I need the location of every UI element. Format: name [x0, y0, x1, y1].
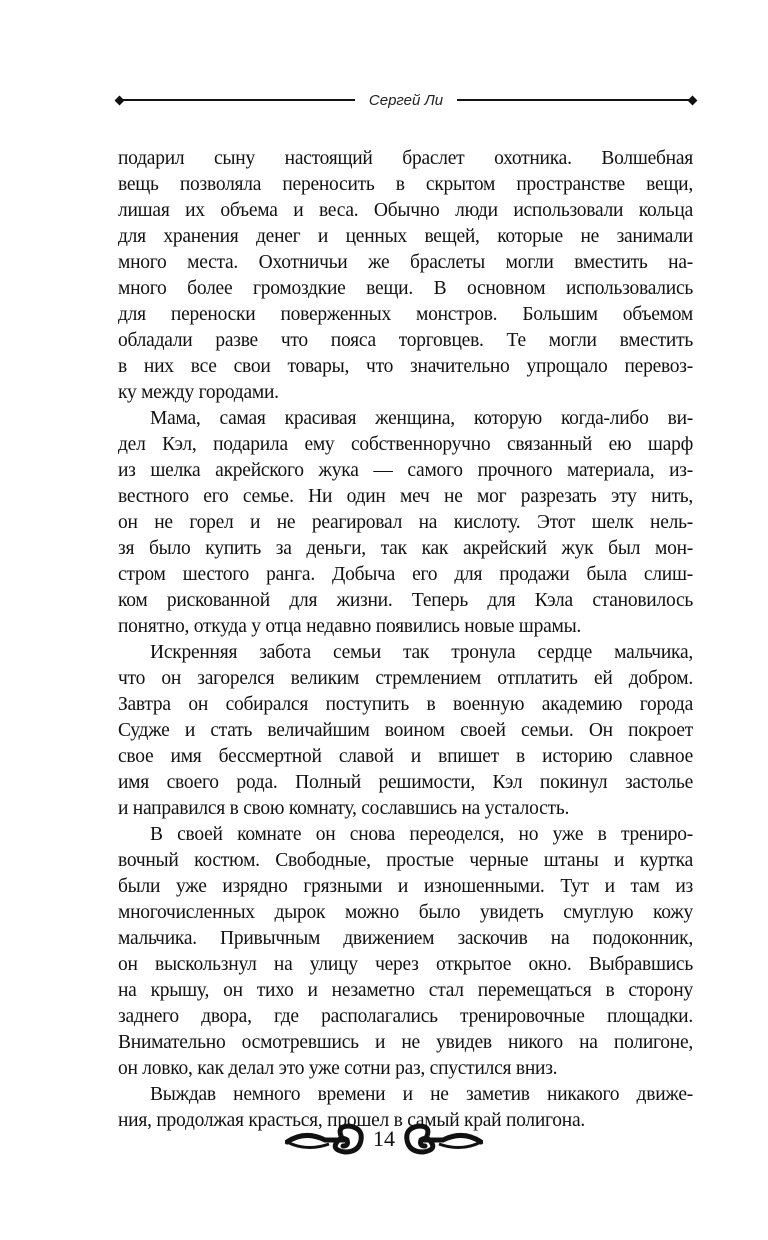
text-line: Искренняя забота семьи так тронула сердце мальчика,: [150, 642, 693, 663]
text-line: стром шестого ранга. Добыча его для продажи была слиш-: [118, 564, 693, 585]
text-line: зя было купить за деньги, так как акрейский жук был мон-: [118, 538, 693, 559]
text-line: для хранения денег и ценных вещей, которые не занимали: [118, 226, 693, 247]
page-footer: [0, 1122, 768, 1156]
text-line: и направился в свою комнату, сославшись на усталость.: [118, 798, 570, 819]
text-line: вочный костюм. Свободные, простые черные штаны и куртка: [118, 850, 693, 871]
text-line: он не горел и не реагировал на кислоту. Этот шелк нель-: [118, 512, 693, 533]
text-line: заднего двора, где располагались тренировочные площадки.: [118, 1006, 693, 1027]
text-line: для переноски поверженных монстров. Большим объемом: [118, 304, 693, 325]
text-line: вестного его семье. Ни один меч не мог разрезать эту нить,: [118, 486, 693, 507]
text-line: много более громоздкие вещи. В основном использовались: [118, 278, 693, 299]
text-line: ком рискованной для жизни. Теперь для Кэла становилось: [118, 590, 693, 611]
text-line: подарил сыну настоящий браслет охотника. Волшебная: [118, 148, 693, 169]
text-line: дел Кэл, подарила ему собственноручно связанный ею шарф: [118, 434, 693, 455]
text-line: он выскользнул на улицу через открытое окно. Выбравшись: [118, 954, 693, 975]
text-line: обладали разве что пояса торговцев. Те могли вместить: [118, 330, 693, 351]
body-text: [118, 146, 693, 1134]
text-line: ния, продолжая красться, прошел в самый край полигона.: [118, 1110, 586, 1131]
text-line: лишая их объема и веса. Обычно люди использовали кольца: [118, 200, 693, 221]
running-title: Сергей Ли: [368, 91, 444, 109]
swirl-ornament-left-icon: [285, 1122, 365, 1156]
text-line: свое имя бессмертной славой и впишет в историю славное: [118, 746, 693, 767]
text-line: он ловко, как делал это уже сотни раз, спустился вниз.: [118, 1058, 558, 1079]
text-line: ку между городами.: [118, 382, 279, 403]
text-line: в них все свои товары, что значительно упрощало перевоз-: [118, 356, 693, 377]
page-number: 14: [373, 1126, 395, 1151]
text-line: много места. Охотничьи же браслеты могли вместить на-: [118, 252, 693, 273]
text-line: из шелка акрейского жука — самого прочного материала, из-: [118, 460, 693, 481]
header-rule-left: [118, 99, 355, 101]
text-line: многочисленных дырок можно было увидеть смуглую кожу: [118, 902, 693, 923]
running-header: [118, 88, 694, 112]
text-line: понятно, откуда у отца недавно появились новые шрамы.: [118, 616, 582, 637]
text-line: В своей комнате он снова переоделся, но уже в трениро-: [150, 824, 693, 845]
header-rule-right: [457, 99, 694, 101]
text-line: что он загорелся великим стремлением отплатить ей добром.: [118, 668, 693, 689]
text-line: Мама, самая красивая женщина, которую когда-либо ви-: [150, 408, 693, 429]
text-line: мальчика. Привычным движением заскочив на подоконник,: [118, 928, 693, 949]
text-line: Внимательно осмотревшись и не увидев никого на полигоне,: [118, 1032, 693, 1053]
text-line: вещь позволяла переносить в скрытом пространстве вещи,: [118, 174, 693, 195]
swirl-ornament-right-icon: [403, 1122, 483, 1156]
text-line: имя своего рода. Полный решимости, Кэл покинул застолье: [118, 772, 693, 793]
text-line: были уже изрядно грязными и изношенными. Тут и там из: [118, 876, 693, 897]
text-line: Выждав немного времени и не заметив никакого движе-: [150, 1084, 693, 1105]
text-line: на крышу, он тихо и незаметно стал перемещаться в сторону: [118, 980, 693, 1001]
text-line: Завтра он собирался поступить в военную академию города: [118, 694, 693, 715]
text-line: Судже и стать величайшим воином своей семьи. Он покроет: [118, 720, 693, 741]
